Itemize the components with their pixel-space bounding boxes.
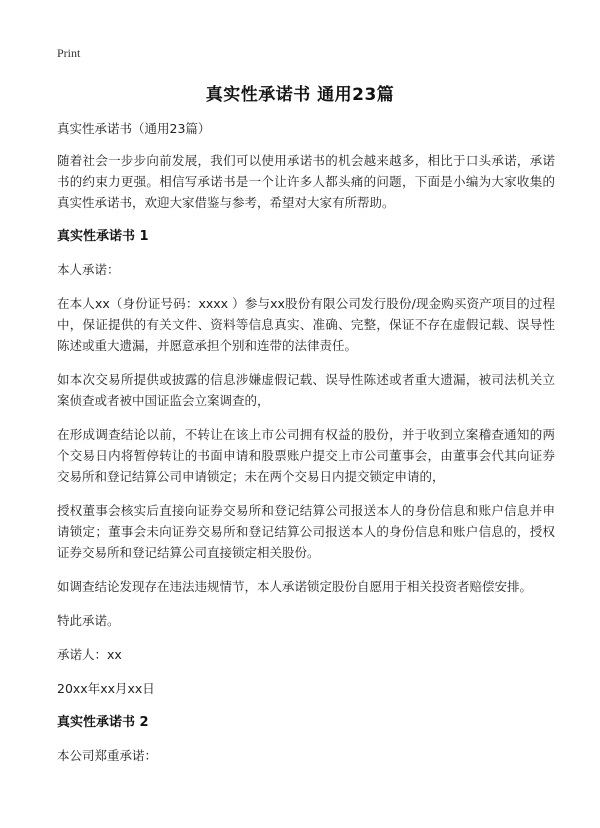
section2-paragraph: 本公司郑重承诺： <box>57 748 158 763</box>
document-subtitle: 真实性承诺书（通用23篇） <box>57 121 211 136</box>
page-title: 真实性承诺书 通用23篇 <box>205 85 395 105</box>
document-body <box>57 118 555 779</box>
section1-paragraph: 特此承诺。 <box>57 613 120 628</box>
section-heading-2: 真实性承诺书 2 <box>57 715 149 730</box>
section1-signature: 承诺人：xx <box>57 647 122 662</box>
section1-paragraph: 本人承诺： <box>57 262 120 277</box>
section1-date: 20xx年xx月xx日 <box>57 681 155 696</box>
section1-paragraph: 在形成调查结论以前，不转让在该上市公司拥有权益的股份，并于收到立案稽查通知的两个交易日内将暂停转让的书面申请和股票账户提交上市公司董事会，由董事会代其向证券交易所和登记结算公司申请锁定；未在两个交易日内提交锁定申请的， <box>57 427 555 484</box>
section-heading-1: 真实性承诺书 1 <box>57 229 149 244</box>
section1-paragraph: 如调查结论发现存在违法违规情节，本人承诺锁定股份自愿用于相关投资者赔偿安排。 <box>57 579 533 594</box>
intro-paragraph: 随着社会一步步向前发展，我们可以使用承诺书的机会越来越多，相比于口头承诺，承诺书的约束力更强。相信写承诺书是一个让许多人都头痛的问题，下面是小编为大家收集的真实性承诺书，欢迎大家借鉴与参考，希望对大家有所帮助。 <box>57 153 555 210</box>
section1-paragraph: 如本次交易所提供或披露的信息涉嫌虚假记载、误导性陈述或者重大遗漏，被司法机关立案侦查或者被中国证监会立案调查的， <box>57 372 555 408</box>
section1-paragraph: 在本人xx（身份证号码：xxxx ）参与xx股份有限公司发行股份/现金购买资产项目的过程中，保证提供的有关文件、资料等信息真实、准确、完整，保证不存在虚假记载、误导性陈述或重大遗漏，并愿意承担个别和连带的法律责任。 <box>57 296 555 353</box>
section1-paragraph: 授权董事会核实后直接向证券交易所和登记结算公司报送本人的身份信息和账户信息并申请锁定；董事会未向证券交易所和登记结算公司报送本人的身份信息和账户信息的，授权证券交易所和登记结算公司直接锁定相关股份。 <box>57 503 555 560</box>
print-link[interactable]: Print <box>57 46 81 60</box>
